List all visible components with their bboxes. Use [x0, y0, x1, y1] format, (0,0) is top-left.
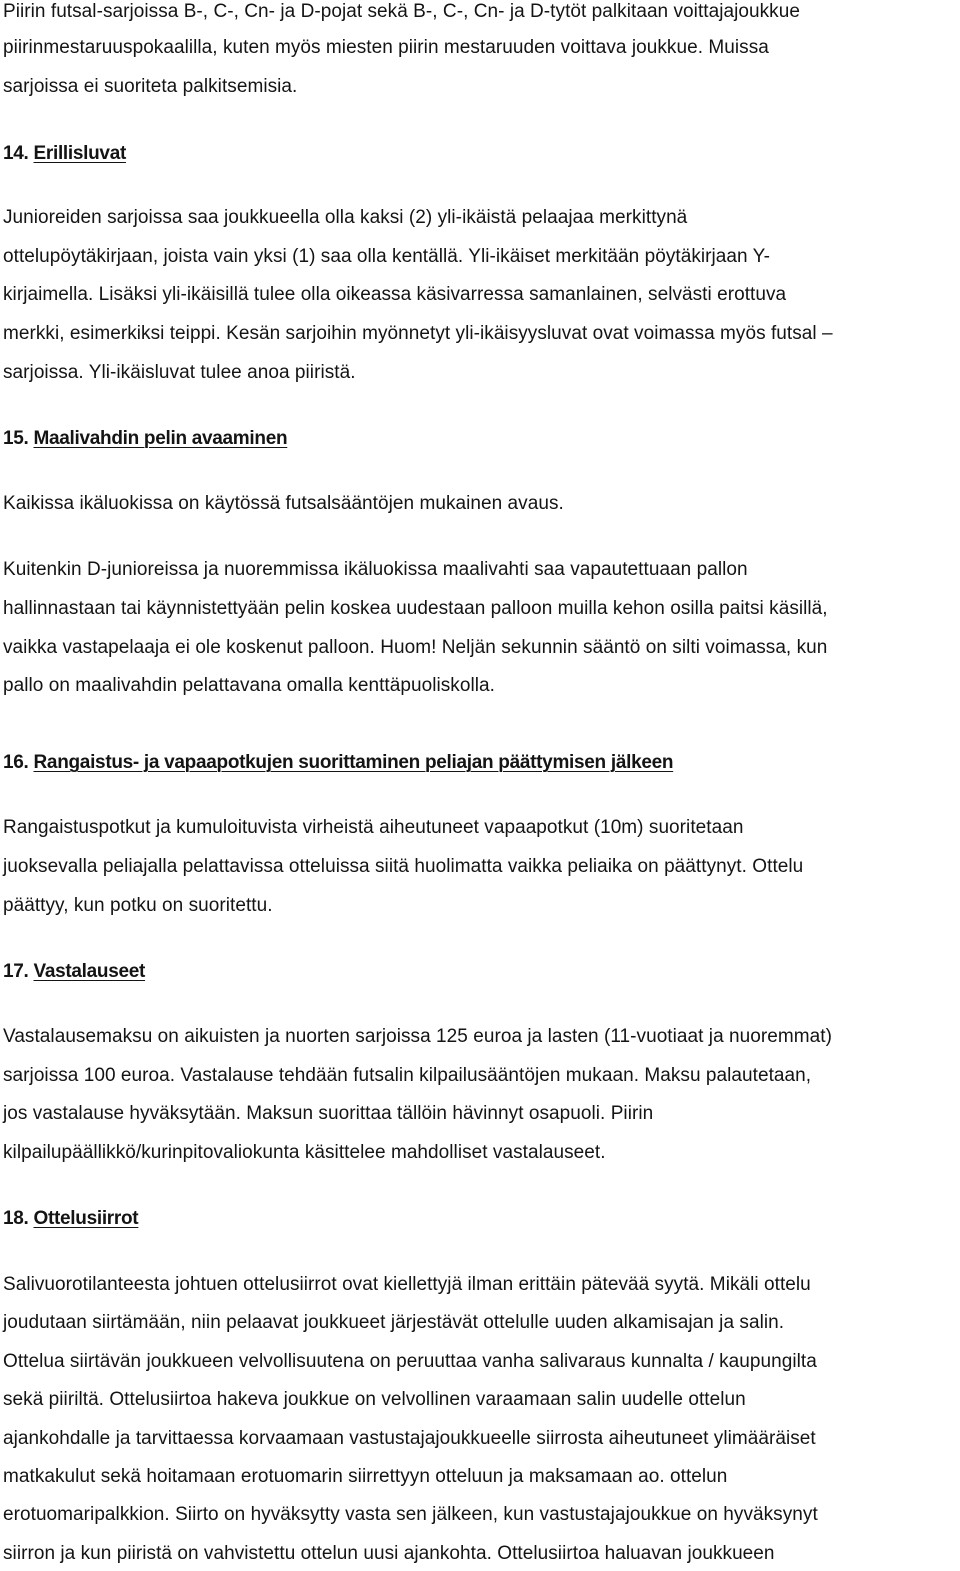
section-heading-18 — [3, 1207, 138, 1231]
paragraph-line: päättyy, kun potku on suoritettu. — [3, 895, 273, 916]
paragraph-line: juoksevalla peliajalla pelattavissa otteluissa siitä huolimatta vaikka peliaika on päättynyt. Ottelu — [3, 856, 804, 877]
paragraph-line: sarjoissa. Yli-ikäisluvat tulee anoa piiristä. — [3, 362, 356, 383]
section-heading-16 — [3, 751, 673, 775]
paragraph-line: erotuomaripalkkion. Siirto on hyväksytty vasta sen jälkeen, kun vastustajajoukkue on hyväksynyt — [3, 1504, 818, 1525]
intro-line: piirinmestaruuspokaalilla, kuten myös miesten piirin mestaruuden voittava joukkue. Muissa — [3, 37, 769, 58]
paragraph-line: matkakulut sekä hoitamaan erotuomarin siirrettyyn otteluun ja maksamaan ao. ottelun — [3, 1466, 728, 1487]
paragraph-line: joudutaan siirtämään, niin pelaavat joukkueet järjestävät ottelulle uuden alkamisajan ja salin. — [3, 1312, 785, 1333]
paragraph-line: kirjaimella. Lisäksi yli-ikäisillä tulee olla oikeassa käsivarressa samanlainen, selvästi erottuva — [3, 284, 787, 305]
section-number: 16. — [3, 752, 29, 773]
section-title: Erillisluvat — [33, 143, 126, 164]
intro-line: sarjoissa ei suoriteta palkitsemisia. — [3, 76, 298, 97]
section-title: Ottelusiirrot — [33, 1208, 139, 1229]
paragraph-line: ajankohdalle ja tarvittaessa korvaamaan vastustajajoukkueelle siirrosta aiheutuneet ylimääräiset — [3, 1428, 816, 1449]
paragraph-line: siirron ja kun piiristä on vahvistettu ottelun uusi ajankohta. Ottelusiirtoa haluavan joukkueen — [3, 1543, 775, 1564]
section-number: 18. — [3, 1208, 29, 1229]
paragraph-line: jos vastalause hyväksytään. Maksun suorittaa tällöin hävinnyt osapuoli. Piirin — [3, 1103, 654, 1124]
paragraph-line: ottelupöytäkirjaan, joista vain yksi (1) saa olla kentällä. Yli-ikäiset merkitään pöytäkirjaan Y- — [3, 246, 770, 267]
section-heading-15 — [3, 427, 287, 451]
section-heading-17 — [3, 960, 145, 984]
paragraph-line: Ottelua siirtävän joukkueen velvollisuutena on peruuttaa vanha salivaraus kunnalta / kaupungilta — [3, 1351, 817, 1372]
paragraph-line: Kuitenkin D-junioreissa ja nuoremmissa ikäluokissa maalivahti saa vapautettuaan pallon — [3, 559, 748, 580]
paragraph-line: merkki, esimerkiksi teippi. Kesän sarjoihin myönnetyt yli-ikäisyysluvat ovat voimassa myös futsal – — [3, 323, 833, 344]
paragraph-line: Kaikissa ikäluokissa on käytössä futsalsääntöjen mukainen avaus. — [3, 493, 564, 514]
paragraph-line: Salivuorotilanteesta johtuen ottelusiirrot ovat kiellettyjä ilman erittäin pätevää syytä. Mikäli ottelu — [3, 1274, 811, 1295]
paragraph-line: pallo on maalivahdin pelattavana omalla kenttäpuoliskolla. — [3, 675, 495, 696]
paragraph-line: Rangaistuspotkut ja kumuloituvista virheistä aiheutuneet vapaapotkut (10m) suoritetaan — [3, 817, 744, 838]
paragraph-line: vaikka vastapelaaja ei ole koskenut palloon. Huom! Neljän sekunnin sääntö on silti voimassa, kun — [3, 637, 828, 658]
paragraph-line: kilpailupäällikkö/kurinpitovaliokunta käsittelee mahdolliset vastalauseet. — [3, 1142, 606, 1163]
section-title: Rangaistus- ja vapaapotkujen suorittaminen peliajan päättymisen jälkeen — [33, 752, 674, 773]
section-number: 15. — [3, 428, 29, 449]
paragraph-line: Junioreiden sarjoissa saa joukkueella olla kaksi (2) yli-ikäistä pelaajaa merkittynä — [3, 207, 688, 228]
intro-line: Piirin futsal-sarjoissa B-, C-, Cn- ja D-pojat sekä B-, C-, Cn- ja D-tytöt palkitaan voittajajoukkue — [3, 1, 800, 22]
paragraph-line: hallinnastaan tai käynnistettyään pelin koskea uudestaan palloon muilla kehon osilla paitsi käsillä, — [3, 598, 828, 619]
paragraph-line: sarjoissa 100 euroa. Vastalause tehdään futsalin kilpailusääntöjen mukaan. Maksu palautetaan, — [3, 1065, 812, 1086]
section-title: Maalivahdin pelin avaaminen — [33, 428, 288, 449]
section-title: Vastalauseet — [33, 961, 146, 982]
paragraph-line: Vastalausemaksu on aikuisten ja nuorten sarjoissa 125 euroa ja lasten (11-vuotiaat ja nuoremmat) — [3, 1026, 832, 1047]
section-heading-14 — [3, 142, 126, 166]
paragraph-line: sekä piiriltä. Ottelusiirtoa hakeva joukkue on velvollinen varaamaan salin uudelle ottelun — [3, 1389, 746, 1410]
section-number: 17. — [3, 961, 29, 982]
section-number: 14. — [3, 143, 29, 164]
